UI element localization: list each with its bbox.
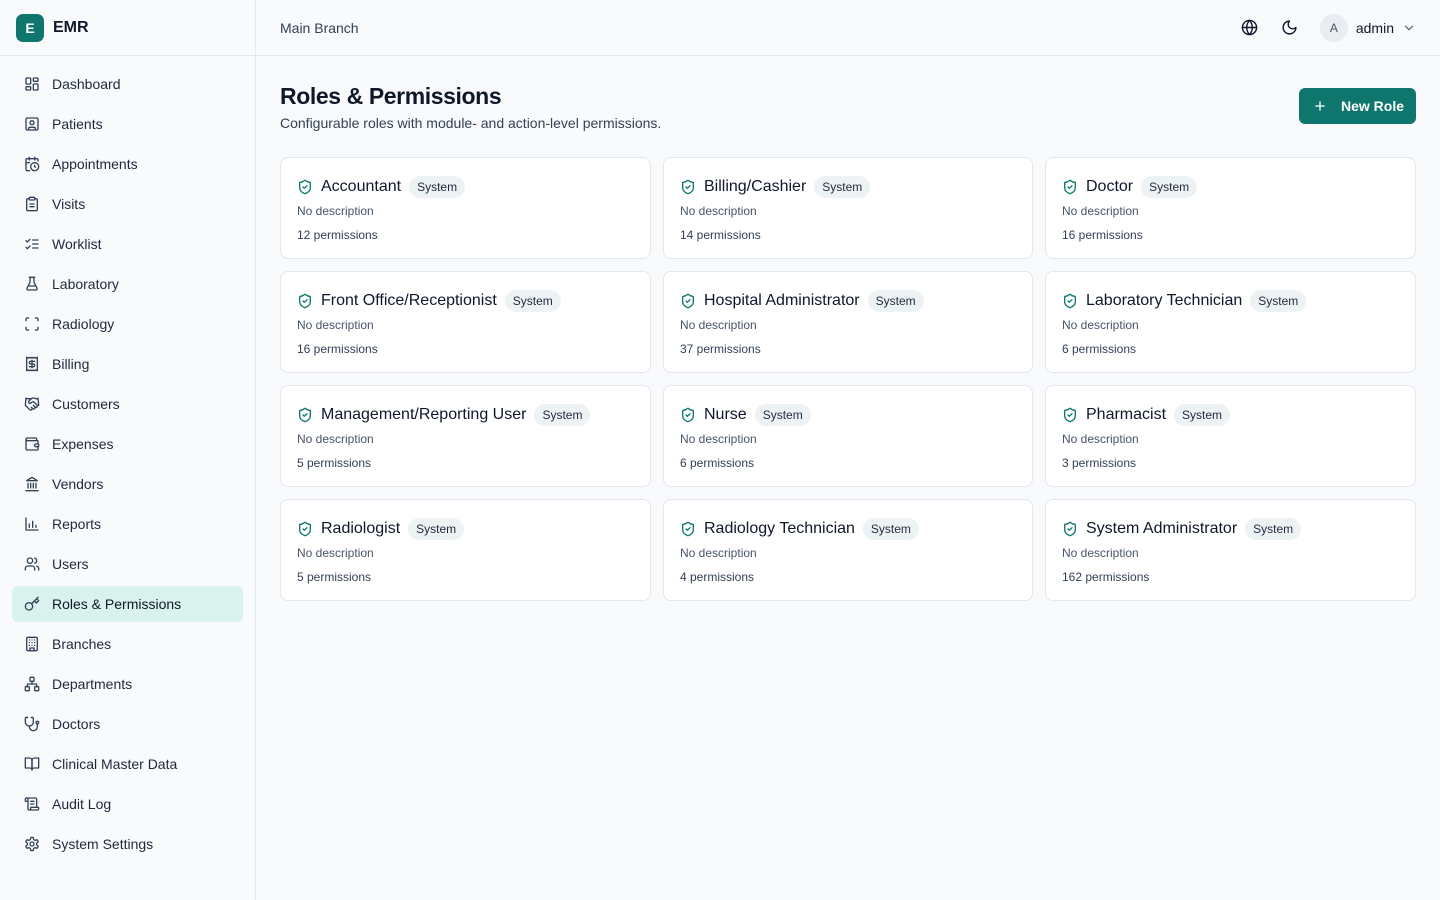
role-card[interactable] bbox=[663, 499, 1033, 601]
sidebar-item-users[interactable] bbox=[12, 546, 243, 582]
role-card-header bbox=[1062, 290, 1399, 312]
sidebar-item-label: Billing bbox=[52, 356, 90, 372]
sidebar-item-label: Laboratory bbox=[52, 276, 119, 292]
user-menu[interactable] bbox=[1320, 14, 1416, 42]
globe-icon bbox=[1241, 19, 1258, 36]
language-button[interactable] bbox=[1234, 12, 1266, 44]
sidebar-item-worklist[interactable] bbox=[12, 226, 243, 262]
permission-count: 4 permissions bbox=[680, 570, 755, 584]
role-name: Billing/Cashier bbox=[704, 178, 807, 195]
moon-icon bbox=[1281, 19, 1298, 36]
shield-check-icon bbox=[680, 293, 696, 309]
role-card[interactable] bbox=[280, 499, 651, 601]
sidebar-item-departments[interactable] bbox=[12, 666, 243, 702]
system-badge: System bbox=[408, 518, 464, 540]
sidebar-item-expenses[interactable] bbox=[12, 426, 243, 462]
sidebar-item-label: Appointments bbox=[52, 156, 138, 172]
role-name: System Administrator bbox=[1086, 520, 1238, 537]
brand-name: EMR bbox=[53, 18, 89, 36]
role-name: Accountant bbox=[321, 178, 402, 195]
system-badge: System bbox=[868, 290, 924, 312]
sidebar-item-roles-permissions[interactable] bbox=[12, 586, 243, 622]
sidebar-item-label: Roles & Permissions bbox=[52, 596, 182, 612]
plus-icon bbox=[1313, 99, 1327, 113]
permission-count: 6 permissions bbox=[680, 456, 755, 470]
shield-check-icon bbox=[680, 521, 696, 537]
users-icon bbox=[24, 556, 40, 572]
chevron-down-icon bbox=[1402, 21, 1416, 35]
sidebar-item-label: Departments bbox=[52, 676, 133, 692]
role-description: No description bbox=[297, 546, 374, 560]
bar-chart-icon bbox=[24, 516, 40, 532]
shield-check-icon bbox=[680, 179, 696, 195]
role-description: No description bbox=[1062, 318, 1139, 332]
sidebar-item-label: System Settings bbox=[52, 836, 154, 852]
role-name: Pharmacist bbox=[1086, 406, 1167, 423]
flask-icon bbox=[24, 276, 40, 292]
sidebar-item-vendors[interactable] bbox=[12, 466, 243, 502]
role-name: Radiology Technician bbox=[704, 520, 855, 537]
sidebar-item-patients[interactable] bbox=[12, 106, 243, 142]
sidebar-item-reports[interactable] bbox=[12, 506, 243, 542]
sidebar-item-label: Radiology bbox=[52, 316, 115, 332]
sidebar-item-dashboard[interactable] bbox=[12, 66, 243, 102]
sidebar-item-label: Customers bbox=[52, 396, 120, 412]
system-badge: System bbox=[1174, 404, 1230, 426]
sidebar-item-label: Vendors bbox=[52, 476, 104, 492]
main-content bbox=[280, 82, 1416, 601]
role-name: Front Office/Receptionist bbox=[321, 292, 497, 309]
users-icon bbox=[24, 556, 40, 572]
permission-count: 12 permissions bbox=[297, 228, 378, 242]
role-description: No description bbox=[297, 318, 374, 332]
shield-check-icon bbox=[297, 179, 313, 195]
sidebar-item-label: Audit Log bbox=[52, 796, 112, 812]
sidebar-item-label: Visits bbox=[52, 196, 86, 212]
role-card[interactable] bbox=[280, 385, 651, 487]
building-icon bbox=[24, 636, 40, 652]
shield-check-icon bbox=[1062, 407, 1078, 423]
book-icon bbox=[24, 756, 40, 772]
permission-count: 5 permissions bbox=[297, 456, 372, 470]
role-name: Radiologist bbox=[321, 520, 401, 537]
sidebar-item-billing[interactable] bbox=[12, 346, 243, 382]
user-name: admin bbox=[1355, 19, 1394, 36]
branch-name[interactable]: Main Branch bbox=[280, 19, 359, 36]
role-description: No description bbox=[1062, 432, 1139, 446]
role-card-header bbox=[297, 518, 634, 540]
calendar-clock-icon bbox=[24, 156, 40, 172]
role-description: No description bbox=[1062, 546, 1139, 560]
brand[interactable] bbox=[0, 0, 255, 56]
shield-check-icon bbox=[297, 407, 313, 423]
building-icon bbox=[24, 636, 40, 652]
role-card[interactable] bbox=[663, 271, 1033, 373]
system-badge: System bbox=[863, 518, 919, 540]
page-title: Roles & Permissions bbox=[280, 83, 502, 109]
sidebar-item-system-settings[interactable] bbox=[12, 826, 243, 862]
role-name: Nurse bbox=[704, 406, 747, 423]
calendar-clock-icon bbox=[24, 156, 40, 172]
sidebar-item-doctors[interactable] bbox=[12, 706, 243, 742]
role-card[interactable] bbox=[663, 385, 1033, 487]
system-badge: System bbox=[814, 176, 870, 198]
role-name: Laboratory Technician bbox=[1086, 292, 1243, 309]
role-name: Doctor bbox=[1086, 178, 1134, 195]
role-card[interactable] bbox=[663, 157, 1033, 259]
landmark-icon bbox=[24, 476, 40, 492]
system-badge: System bbox=[505, 290, 561, 312]
role-card-header bbox=[1062, 176, 1399, 198]
role-card[interactable] bbox=[1045, 157, 1416, 259]
theme-toggle-button[interactable] bbox=[1274, 12, 1306, 44]
sidebar-item-label: Reports bbox=[52, 516, 102, 532]
wallet-icon bbox=[24, 436, 40, 452]
role-card[interactable] bbox=[280, 157, 651, 259]
role-name: Hospital Administrator bbox=[704, 292, 860, 309]
role-card-header bbox=[297, 290, 634, 312]
flask-icon bbox=[24, 276, 40, 292]
sidebar-item-label: Expenses bbox=[52, 436, 114, 452]
sidebar-nav bbox=[0, 56, 255, 876]
key-icon bbox=[24, 596, 40, 612]
patients-icon bbox=[24, 116, 40, 132]
handshake-icon bbox=[24, 396, 40, 412]
role-description: No description bbox=[297, 204, 374, 218]
permission-count: 6 permissions bbox=[1062, 342, 1137, 356]
role-card[interactable] bbox=[1045, 271, 1416, 373]
role-card-header bbox=[680, 518, 1016, 540]
patients-icon bbox=[24, 116, 40, 132]
avatar: A bbox=[1320, 14, 1348, 42]
sidebar-item-label: Doctors bbox=[52, 716, 101, 732]
list-checks-icon bbox=[24, 236, 40, 252]
sidebar-item-laboratory[interactable] bbox=[12, 266, 243, 302]
role-description: No description bbox=[680, 318, 757, 332]
role-card-header bbox=[297, 176, 634, 198]
sidebar bbox=[0, 0, 256, 900]
wallet-icon bbox=[24, 436, 40, 452]
permission-count: 5 permissions bbox=[297, 570, 372, 584]
dashboard-icon bbox=[24, 76, 40, 92]
topbar bbox=[256, 0, 1440, 56]
gear-icon bbox=[24, 836, 40, 852]
role-card-header bbox=[297, 404, 634, 426]
page-header bbox=[280, 82, 1416, 131]
system-badge: System bbox=[409, 176, 465, 198]
key-icon bbox=[24, 596, 40, 612]
new-role-label: New Role bbox=[1340, 98, 1404, 114]
gear-icon bbox=[24, 836, 40, 852]
page-heading bbox=[280, 82, 661, 131]
role-name: Management/Reporting User bbox=[321, 406, 527, 423]
scroll-icon bbox=[24, 796, 40, 812]
stethoscope-icon bbox=[24, 716, 40, 732]
receipt-icon bbox=[24, 356, 40, 372]
system-badge: System bbox=[755, 404, 811, 426]
sidebar-item-label: Users bbox=[52, 556, 89, 572]
role-card-header bbox=[680, 290, 1016, 312]
page-subtitle: Configurable roles with module- and action-level permissions. bbox=[280, 115, 662, 131]
sidebar-item-clinical-master-data[interactable] bbox=[12, 746, 243, 782]
brand-logo: E bbox=[16, 14, 44, 42]
permission-count: 37 permissions bbox=[680, 342, 761, 356]
clipboard-icon bbox=[24, 196, 40, 212]
sidebar-item-label: Worklist bbox=[52, 236, 102, 252]
sidebar-item-visits[interactable] bbox=[12, 186, 243, 222]
sidebar-item-radiology[interactable] bbox=[12, 306, 243, 342]
role-description: No description bbox=[680, 432, 757, 446]
permission-count: 16 permissions bbox=[1062, 228, 1143, 242]
system-badge: System bbox=[1141, 176, 1197, 198]
role-description: No description bbox=[297, 432, 374, 446]
permission-count: 3 permissions bbox=[1062, 456, 1137, 470]
dashboard-icon bbox=[24, 76, 40, 92]
scan-icon bbox=[24, 316, 40, 332]
topbar-actions bbox=[1226, 12, 1416, 44]
scroll-icon bbox=[24, 796, 40, 812]
sidebar-item-label: Branches bbox=[52, 636, 112, 652]
sidebar-item-branches[interactable] bbox=[12, 626, 243, 662]
shield-check-icon bbox=[1062, 521, 1078, 537]
handshake-icon bbox=[24, 396, 40, 412]
network-icon bbox=[24, 676, 40, 692]
role-card-header bbox=[1062, 404, 1399, 426]
role-card[interactable] bbox=[1045, 385, 1416, 487]
role-card[interactable] bbox=[1045, 499, 1416, 601]
shield-check-icon bbox=[1062, 293, 1078, 309]
shield-check-icon bbox=[297, 521, 313, 537]
sidebar-item-appointments[interactable] bbox=[12, 146, 243, 182]
receipt-icon bbox=[24, 356, 40, 372]
scan-icon bbox=[24, 316, 40, 332]
role-card-header bbox=[680, 404, 1016, 426]
role-description: No description bbox=[680, 204, 757, 218]
role-card[interactable] bbox=[280, 271, 651, 373]
sidebar-item-audit-log[interactable] bbox=[12, 786, 243, 822]
roles-grid bbox=[280, 157, 1416, 601]
landmark-icon bbox=[24, 476, 40, 492]
system-badge: System bbox=[534, 404, 590, 426]
role-card-header bbox=[1062, 518, 1399, 540]
system-badge: System bbox=[1245, 518, 1301, 540]
list-checks-icon bbox=[24, 236, 40, 252]
shield-check-icon bbox=[1062, 179, 1078, 195]
sidebar-item-label: Dashboard bbox=[52, 76, 121, 92]
new-role-button[interactable] bbox=[1299, 88, 1416, 124]
permission-count: 16 permissions bbox=[297, 342, 378, 356]
permission-count: 162 permissions bbox=[1062, 570, 1150, 584]
role-description: No description bbox=[1062, 204, 1139, 218]
clipboard-icon bbox=[24, 196, 40, 212]
permission-count: 14 permissions bbox=[680, 228, 761, 242]
system-badge: System bbox=[1250, 290, 1306, 312]
sidebar-item-label: Clinical Master Data bbox=[52, 756, 178, 772]
bar-chart-icon bbox=[24, 516, 40, 532]
network-icon bbox=[24, 676, 40, 692]
sidebar-item-customers[interactable] bbox=[12, 386, 243, 422]
sidebar-item-label: Patients bbox=[52, 116, 103, 132]
stethoscope-icon bbox=[24, 716, 40, 732]
role-description: No description bbox=[680, 546, 757, 560]
role-card-header bbox=[680, 176, 1016, 198]
shield-check-icon bbox=[680, 407, 696, 423]
shield-check-icon bbox=[297, 293, 313, 309]
book-icon bbox=[24, 756, 40, 772]
